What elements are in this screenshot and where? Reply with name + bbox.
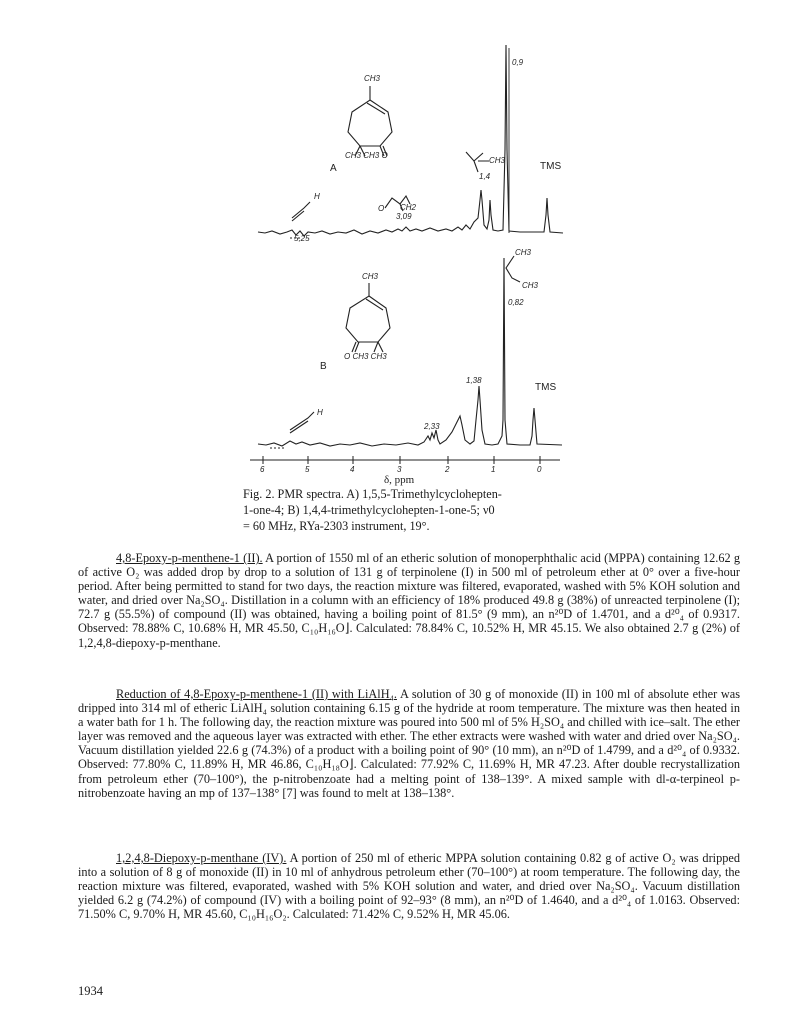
axis-tick-4: 4: [350, 465, 355, 474]
peak-label-a-0-9: 0,9: [512, 58, 524, 67]
caption-line-2: 1-one-4; B) 1,4,4-trimethylcyclohepten-1-one-5; ν0: [243, 503, 495, 517]
paragraph-diepoxy: [78, 851, 740, 921]
page-number: 1934: [78, 984, 103, 998]
spectrum-b-label: B: [320, 361, 327, 372]
peak-label-b-1-38: 1,38: [466, 376, 482, 385]
figure-caption: [243, 486, 613, 534]
struct-a-ring-ch3: CH3: [364, 74, 381, 83]
axis-tick-1: 1: [491, 465, 496, 474]
struct-b-ring-ch3: CH3: [362, 272, 379, 281]
peak-label-b-0-82: 0,82: [508, 298, 524, 307]
axis-label: δ, ppm: [384, 474, 415, 486]
struct-a-frag-ch2: CH2: [400, 203, 417, 212]
paragraph-heading: Reduction of 4,8-Epoxy-p-menthene-1 (II) with LiAlH₄.: [116, 687, 397, 701]
spectra-drawing: [0, 0, 807, 490]
caption-line-3: = 60 MHz, RYa-2303 instrument, 19°.: [243, 519, 430, 533]
structure-a: [348, 86, 392, 156]
paragraph-body: A solution of 30 g of monoxide (II) in 100 ml of absolute ether was dripped into 314 ml of etheric LiAlH₄ solution containing 6.15 g of the hydride at room temperature. The mixture was then heated in a water bath for 1 h. The following day, the reaction mixture was poured into 500 ml of 5% H₂SO₄ and chilled with ice–salt. The ether layer was removed and the aqueous layer was extracted with ether. The ether extracts were washed with water and dried over Na₂SO₄. Vacuum distillation yielded 22.6 g (74.3%) of a product with a boiling point of 90° (10 mm), an n²⁰D of 1.4799, and a d²⁰₄ of 0.9332. Observed: 77.80% C, 11.89% H, MR 46.86, C₁₀H₁₈O⌋. Calculated: 77.92% C, 11.69% H, MR 47.23. After double recrystallization from petroleum ether (70–100°), the p-nitrobenzoate had a melting point of 138–139°. A mixed sample with dl-α-terpineol p-nitrobenzoate having an mp of 137–138° [7] was found to melt at 138–138°.: [78, 687, 740, 800]
paragraph-heading: 4,8-Epoxy-p-menthene-1 (II).: [116, 551, 263, 565]
struct-b-frag-h: H: [317, 408, 323, 417]
tms-label-a: TMS: [540, 161, 562, 172]
struct-b-ethyl-ch3-top: CH3: [515, 248, 532, 257]
caption-line-1: Fig. 2. PMR spectra. A) 1,5,5-Trimethylcyclohepten-: [243, 487, 502, 501]
structure-b: [346, 283, 390, 352]
paragraph-heading: 1,2,4,8-Diepoxy-p-menthane (IV).: [116, 851, 287, 865]
paragraph-body: A portion of 1550 ml of an etheric solution of monoperphthalic acid (MPPA) containing 12.62 g of active O₂ was added drop by drop to a solution of 131 g of terpinolene (I) in 500 ml of petroleum ether at 0° over a five-hour period. After being permitted to stand for two days, the reaction mixture was filtered, evaporated, washed with 5% KOH solution and water, and dried over Na₂SO₄. Distillation in a column with an efficiency of 18% produced 49.8 g (38%) of unreacted terpinolene (I); 72.7 g (55.5%) of compound (II) was obtained, having a boiling point of 81.5° (9 mm), an n²⁰D of 1.4701, and a d²⁰₄ of 0.9317. Observed: 78.88% C, 10.68% H, MR 45.50, C₁₀H₁₆O⌋. Calculated: 78.84% C, 10.52% H, MR 45.15. We also obtained 2.7 g (2%) of 1,2,4,8-diepoxy-p-menthane.: [78, 551, 741, 650]
paragraph-body: A portion of 250 ml of etheric MPPA solution containing 0.82 g of active O₂ was dripped into a solution of 8 g of monoxide (II) in 10 ml of anhydrous petroleum ether (70–100°) at room temperature. The following day, the reaction mixture was filtered, evaporated, washed with 5% KOH solution and water, and dried over Na₂SO₄. Vacuum distillation yielded 6.2 g (74.2%) of compound (IV) with a boiling point of 92–93° (8 mm), an n²⁰D of 1.4640, and a d²⁰₄ of 1.0163. Observed: 71.50% C, 9.70% H, MR 45.60, C₁₀H₁₆O₂. Calculated: 71.42% C, 9.52% H, MR 45.06.: [78, 851, 740, 922]
peak-label-a-1-4: 1,4: [479, 172, 491, 181]
spectrum-a-label: A: [330, 163, 337, 174]
peak-label-a-3-09: 3,09: [396, 212, 412, 221]
peak-label-a-5-25: 5,25: [294, 234, 310, 243]
paragraph-reduction: [78, 687, 740, 800]
struct-a-frag-h: H: [314, 192, 320, 201]
struct-a-gem-groups: CH3 CH3 O: [345, 151, 388, 160]
peak-label-b-2-33: 2,33: [424, 422, 440, 431]
struct-a-frag-o: O: [378, 204, 385, 213]
spectrum-b-trace: [258, 258, 562, 446]
pmr-spectra-figure: [0, 0, 807, 490]
struct-b-gem-groups: O CH3 CH3: [344, 352, 387, 361]
struct-b-ethyl-ch3-bottom: CH3: [522, 281, 539, 290]
axis-tick-5: 5: [305, 465, 310, 474]
struct-a-iso-ch3: CH3: [489, 156, 506, 165]
tms-label-b: TMS: [535, 382, 557, 393]
axis-tick-6: 6: [260, 465, 265, 474]
paragraph-epoxy-menthene: [78, 551, 740, 650]
axis-tick-0: 0: [537, 465, 542, 474]
axis-tick-2: 2: [445, 465, 450, 474]
axis-tick-3: 3: [397, 465, 402, 474]
ppm-axis: [250, 456, 560, 464]
